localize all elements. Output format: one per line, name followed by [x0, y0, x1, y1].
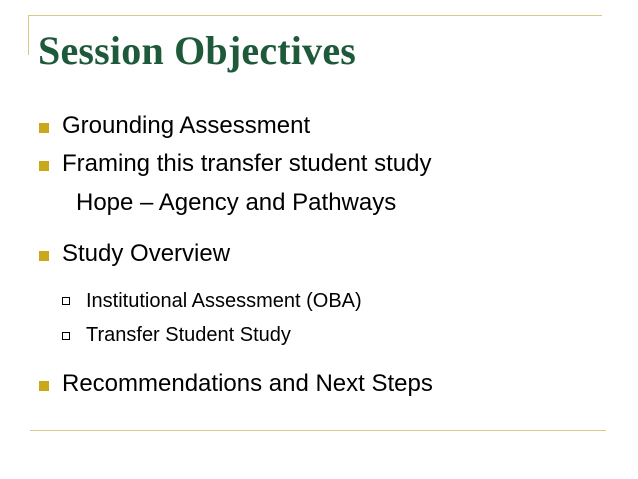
sub-bullet-transfer-student-study: Transfer Student Study [86, 324, 291, 346]
hollow-square-bullet-icon [62, 332, 70, 340]
sub-bullet-institutional-assessment: Institutional Assessment (OBA) [86, 290, 362, 312]
square-bullet-icon [39, 123, 49, 133]
square-bullet-icon [39, 251, 49, 261]
square-bullet-icon [39, 161, 49, 171]
bullet-recommendations-next-steps: Recommendations and Next Steps [62, 370, 433, 397]
hollow-square-bullet-icon [62, 297, 70, 305]
bullet-framing-study: Framing this transfer student study [62, 150, 432, 177]
square-bullet-icon [39, 381, 49, 391]
slide-title: Session Objectives [38, 28, 357, 73]
bullet-study-overview: Study Overview [62, 240, 231, 267]
bullet-hope-agency-pathways: Hope – Agency and Pathways [76, 189, 397, 216]
left-rule [28, 15, 29, 55]
top-rule [28, 15, 602, 16]
bullet-grounding-assessment: Grounding Assessment [62, 112, 311, 139]
bottom-rule [30, 430, 606, 431]
